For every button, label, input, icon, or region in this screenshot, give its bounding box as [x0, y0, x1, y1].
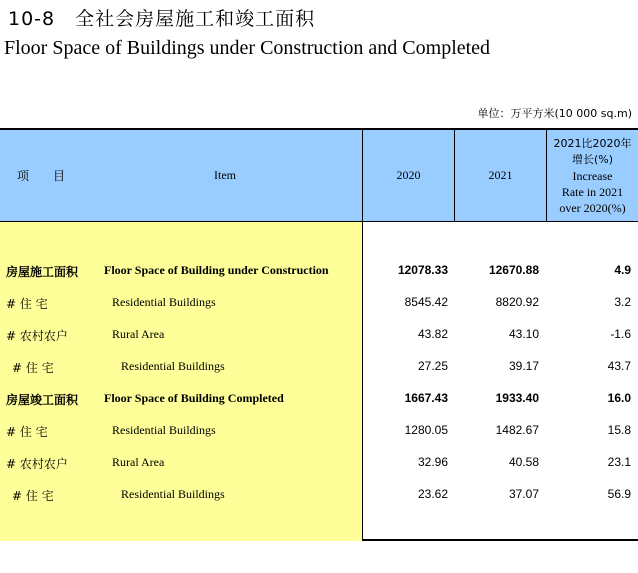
- value-increase-rate: 16.0: [607, 391, 631, 405]
- row-label-en: Floor Space of Building Completed: [104, 391, 284, 405]
- row-label-en: Residential Buildings: [112, 423, 216, 437]
- row-label-en: Residential Buildings: [112, 295, 216, 309]
- table-row: [0, 287, 638, 319]
- value-2020: 1667.43: [404, 391, 448, 405]
- row-label-en: Residential Buildings: [121, 359, 225, 373]
- value-2020: 1280.05: [404, 423, 448, 437]
- unit-label: 单位：万平方米(10 000 sq.m): [477, 107, 632, 120]
- value-2021: 1933.40: [495, 391, 539, 405]
- row-label-cn: # 农村农户: [6, 457, 68, 471]
- value-increase-rate: 56.9: [607, 487, 631, 501]
- table-row: [0, 383, 638, 415]
- value-increase-rate: 4.9: [614, 263, 631, 277]
- row-label-en: Floor Space of Building under Construction: [104, 263, 329, 277]
- row-label-en: Rural Area: [112, 327, 165, 341]
- row-label-cn: # 农村农户: [6, 329, 68, 343]
- row-label-cn: 房屋竣工面积: [6, 393, 79, 407]
- header-increase-rate: [546, 130, 638, 221]
- value-increase-rate: 3.2: [614, 295, 631, 309]
- table-row: [0, 447, 638, 479]
- table-row: [0, 351, 638, 383]
- page-title-cn: 10-8 全社会房屋施工和竣工面积: [8, 8, 316, 30]
- page-title-en: Floor Space of Buildings under Construction and Completed: [4, 37, 491, 59]
- header-2021: 2021: [454, 130, 546, 221]
- header-item-en: Item: [88, 130, 362, 221]
- value-2020: 27.25: [417, 359, 448, 373]
- value-2021: 39.17: [508, 359, 539, 373]
- value-2020: 23.62: [417, 487, 448, 501]
- value-2020: 12078.33: [397, 263, 448, 277]
- header-rate-cn2: 增长(%): [571, 152, 614, 166]
- value-increase-rate: -1.6: [610, 327, 631, 341]
- value-2021: 40.58: [508, 455, 539, 469]
- row-label-en: Residential Buildings: [121, 487, 225, 501]
- header-rate-en1: Increase: [572, 168, 613, 183]
- table-row: [0, 479, 638, 511]
- value-2020: 32.96: [417, 455, 448, 469]
- data-table: [0, 128, 638, 541]
- value-increase-rate: 15.8: [607, 423, 631, 437]
- row-label-cn: # 住 宅: [12, 489, 54, 503]
- row-label-en: Rural Area: [112, 455, 165, 469]
- header-item-cn: 项 目: [0, 130, 88, 221]
- value-2021: 43.10: [508, 327, 539, 341]
- value-2021: 8820.92: [495, 295, 539, 309]
- row-label-cn: 房屋施工面积: [6, 265, 79, 279]
- header-rate-en3: over 2020(%): [559, 200, 626, 215]
- header-rate-cn1: 2021比2020年: [553, 136, 632, 150]
- row-label-cn: # 住 宅: [6, 297, 48, 311]
- value-2021: 37.07: [508, 487, 539, 501]
- value-2020: 8545.42: [404, 295, 448, 309]
- table-row: [0, 255, 638, 287]
- value-2020: 43.82: [417, 327, 448, 341]
- table-header: [0, 130, 638, 222]
- value-increase-rate: 23.1: [607, 455, 631, 469]
- table-row: [0, 415, 638, 447]
- value-2021: 1482.67: [495, 423, 539, 437]
- header-rate-en2: Rate in 2021: [561, 184, 624, 199]
- row-label-cn: # 住 宅: [6, 425, 48, 439]
- value-increase-rate: 43.7: [607, 359, 631, 373]
- row-label-cn: # 住 宅: [12, 361, 54, 375]
- header-2020: 2020: [362, 130, 454, 221]
- table-row: [0, 319, 638, 351]
- value-2021: 12670.88: [488, 263, 539, 277]
